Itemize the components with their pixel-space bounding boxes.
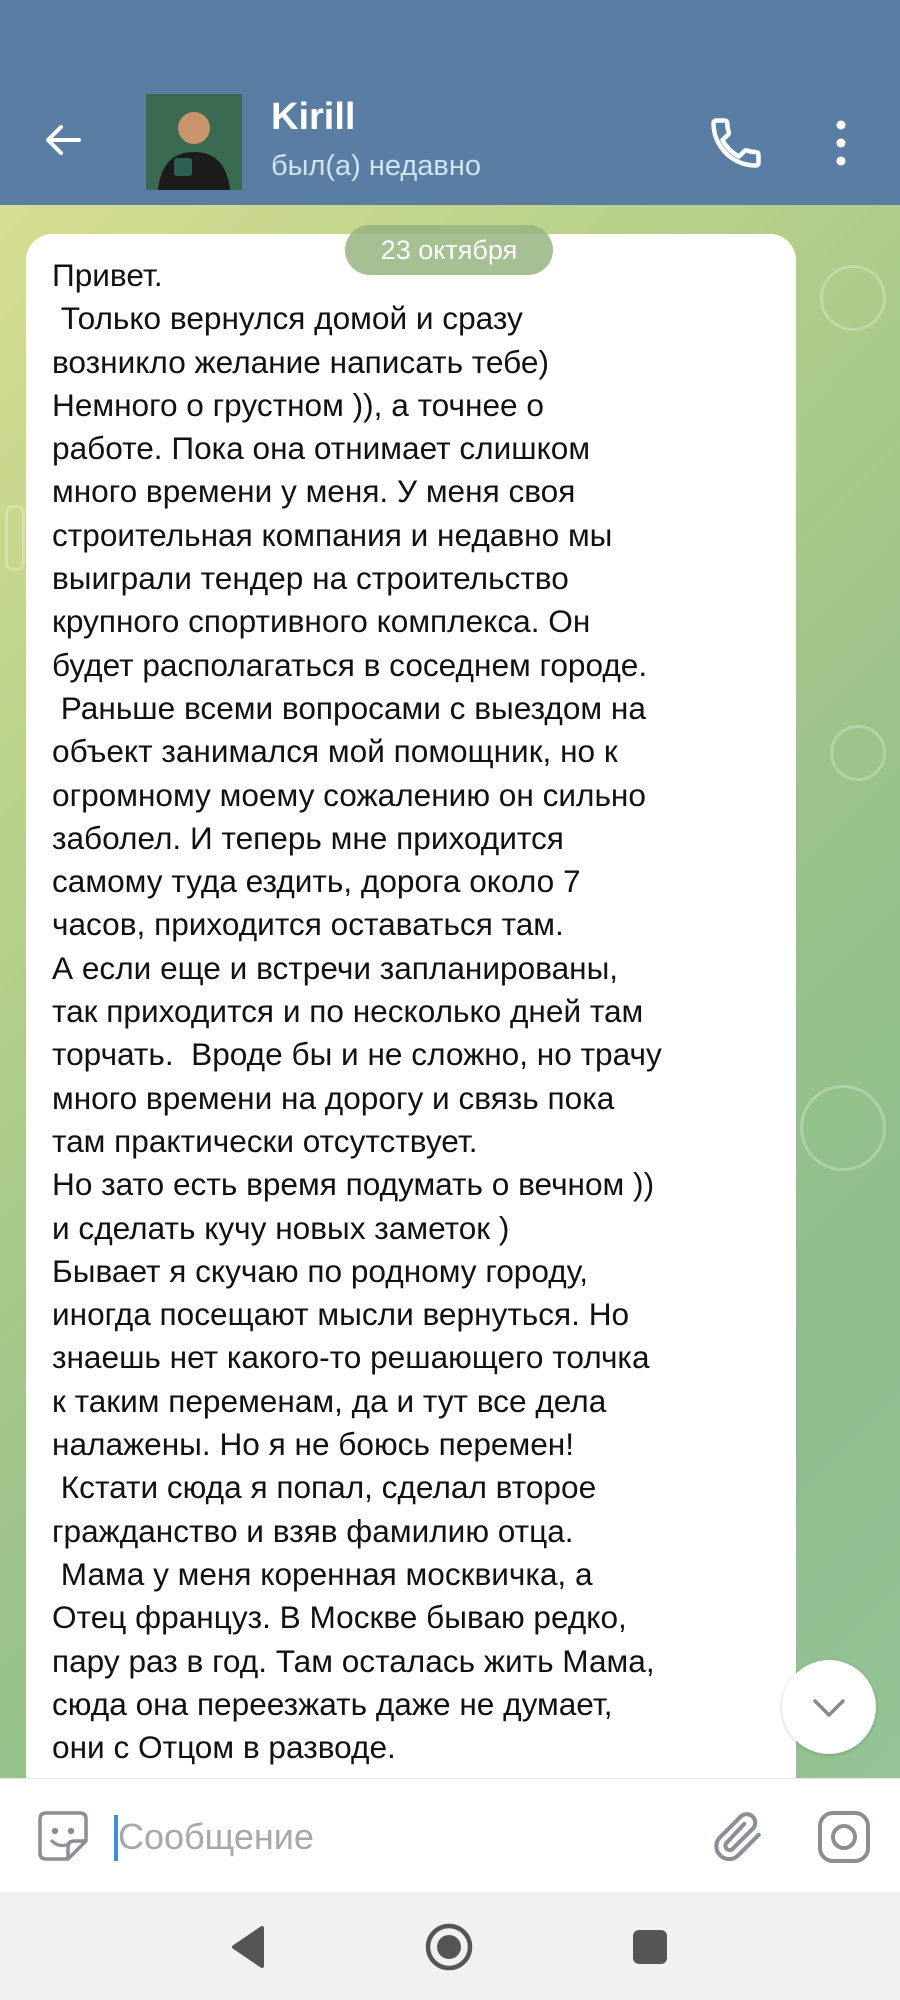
date-badge: 23 октября xyxy=(345,225,553,275)
chat-background[interactable] xyxy=(0,205,900,1778)
message-input[interactable] xyxy=(118,1812,678,1862)
call-button[interactable] xyxy=(706,113,766,173)
contact-name[interactable]: Kirill xyxy=(271,96,356,138)
chat-header xyxy=(0,0,900,205)
circle-home-icon xyxy=(422,1920,476,1974)
attach-button[interactable] xyxy=(708,1807,766,1865)
arrow-left-icon xyxy=(43,120,83,160)
background-doodle xyxy=(5,505,25,571)
message-text: Привет. Только вернулся домой и сразу возникло желание написать тебе) Немного о грустном )), а точнее о работе. Пока она отнимает слишком много времени у меня. У меня своя строительная компания и недавно мы выиграли тендер на строительство крупного спортивного комплекса. Он будет располагаться в соседнем городе. Раньше всеми вопросами с выездом на объект занимался мой помощник, но к огромному моему сожалению он сильно заболел. И теперь мне приходится самому туда ездить, дорога около 7 часов, приходится оставаться там. А если еще и встречи запланированы, так приходится и по несколько дней там торчать. Вроде бы и не сложно, но трачу много времени на дорогу и связь пока там практически отсутствует. Но зато есть время подумать о вечном )) и сделать кучу новых заметок ) Бывает я скучаю по родному городу, иногда посещают мысли вернуться. Но знаешь нет какого-то решающего толчка к таким переменам, да и тут все дела налажены. Но я не боюсь перемен! Кстати сюда я попал, сделал второе гражданство и взяв фамилию отца. Мама у меня коренная москвичка, а Отец француз. В Москве бываю редко, пару раз в год. Там осталась жить Мама, сюда она переезжать даже не думает, они с Отцом в разводе. xyxy=(52,257,662,1766)
paperclip-icon xyxy=(708,1807,766,1865)
background-doodle xyxy=(830,725,886,781)
camera-button[interactable] xyxy=(816,1809,872,1865)
contact-status: был(а) недавно xyxy=(271,150,481,182)
message-bubble[interactable] xyxy=(26,234,796,1854)
sticker-emoji-icon xyxy=(36,1809,90,1863)
more-menu-button[interactable] xyxy=(826,113,856,173)
phone-icon xyxy=(706,113,766,173)
message-composer xyxy=(0,1778,900,1893)
back-button[interactable] xyxy=(38,110,88,170)
nav-recents-button[interactable] xyxy=(627,1924,673,1970)
instagram-camera-icon xyxy=(816,1809,872,1865)
scroll-down-button[interactable] xyxy=(782,1660,876,1754)
system-nav-bar xyxy=(0,1892,900,2000)
chevron-down-icon xyxy=(807,1685,851,1729)
background-doodle xyxy=(820,265,886,331)
square-recents-icon xyxy=(627,1924,673,1970)
nav-home-button[interactable] xyxy=(422,1920,476,1974)
avatar[interactable] xyxy=(146,94,242,190)
background-doodle xyxy=(800,1085,886,1171)
triangle-back-icon xyxy=(222,1920,276,1974)
emoji-button[interactable] xyxy=(36,1809,90,1863)
more-vertical-icon xyxy=(826,113,856,173)
nav-back-button[interactable] xyxy=(222,1920,276,1974)
